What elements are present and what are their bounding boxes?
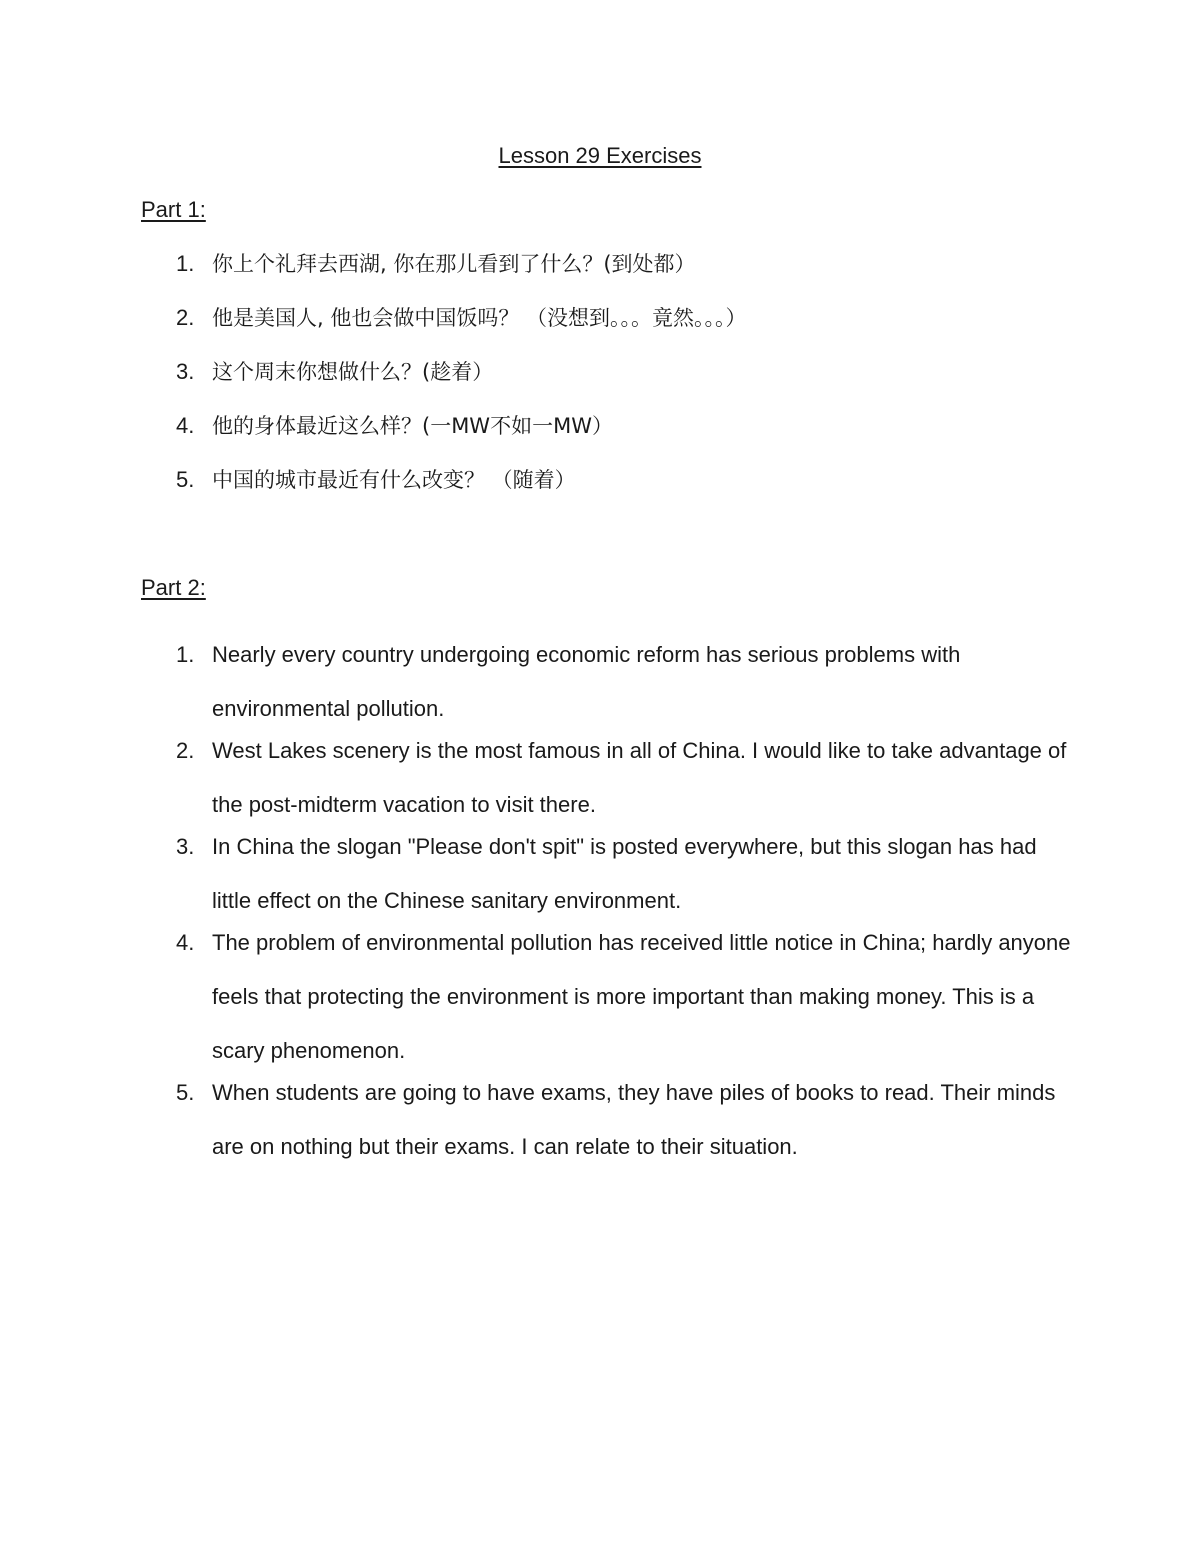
item-text: West Lakes scenery is the most famous in all of China. I would like to take advantage of the post-midterm vacation to visit there. <box>212 738 1067 817</box>
item-number: 2. <box>176 738 195 763</box>
item-text: 中国的城市最近有什么改变？ （随着） <box>212 468 576 492</box>
part-2-item <box>141 820 1071 928</box>
item-number: 5. <box>176 1080 195 1105</box>
item-number: 3. <box>176 834 195 859</box>
part-1-item <box>141 249 1071 279</box>
part-2-item <box>141 628 1071 736</box>
item-text: 你上个礼拜去西湖, 你在那儿看到了什么？(到处都） <box>212 252 696 276</box>
item-text: 他的身体最近这么样？(一MW不如一MW） <box>212 414 613 438</box>
item-number: 1. <box>176 251 195 276</box>
item-text: The problem of environmental pollution has received little notice in China; hardly anyone feels that protecting the environment is more important than making money. This is a scary phenomenon. <box>212 930 1071 1063</box>
item-text: 他是美国人, 他也会做中国饭吗？ （没想到。。。竟然。。。） <box>212 306 747 330</box>
item-text: When students are going to have exams, they have piles of books to read. Their minds are on nothing but their exams. I can relate to their situation. <box>212 1080 1056 1159</box>
part-2-item <box>141 1066 1071 1174</box>
part-1-item <box>141 465 1071 495</box>
part-1-item <box>141 357 1071 387</box>
item-text: Nearly every country undergoing economic reform has serious problems with environmental pollution. <box>212 642 961 721</box>
part-1-heading: Part 1: <box>141 197 206 222</box>
part-1-item <box>141 303 1071 333</box>
document-title: Lesson 29 Exercises <box>498 143 702 168</box>
item-number: 4. <box>176 930 195 955</box>
item-number: 3. <box>176 359 195 384</box>
item-text: In China the slogan "Please don't spit" is posted everywhere, but this slogan has had little effect on the Chinese sanitary environment. <box>212 834 1037 913</box>
item-number: 5. <box>176 467 195 492</box>
item-number: 1. <box>176 642 195 667</box>
item-number: 4. <box>176 413 195 438</box>
part-2-item <box>141 724 1071 832</box>
part-1-list <box>141 249 1071 519</box>
part-2-list <box>141 628 1071 1174</box>
item-number: 2. <box>176 305 195 330</box>
part-2-heading: Part 2: <box>141 575 206 600</box>
item-text: 这个周末你想做什么？(趁着） <box>212 360 494 384</box>
part-1-item <box>141 411 1071 441</box>
part-2-item <box>141 916 1071 1078</box>
